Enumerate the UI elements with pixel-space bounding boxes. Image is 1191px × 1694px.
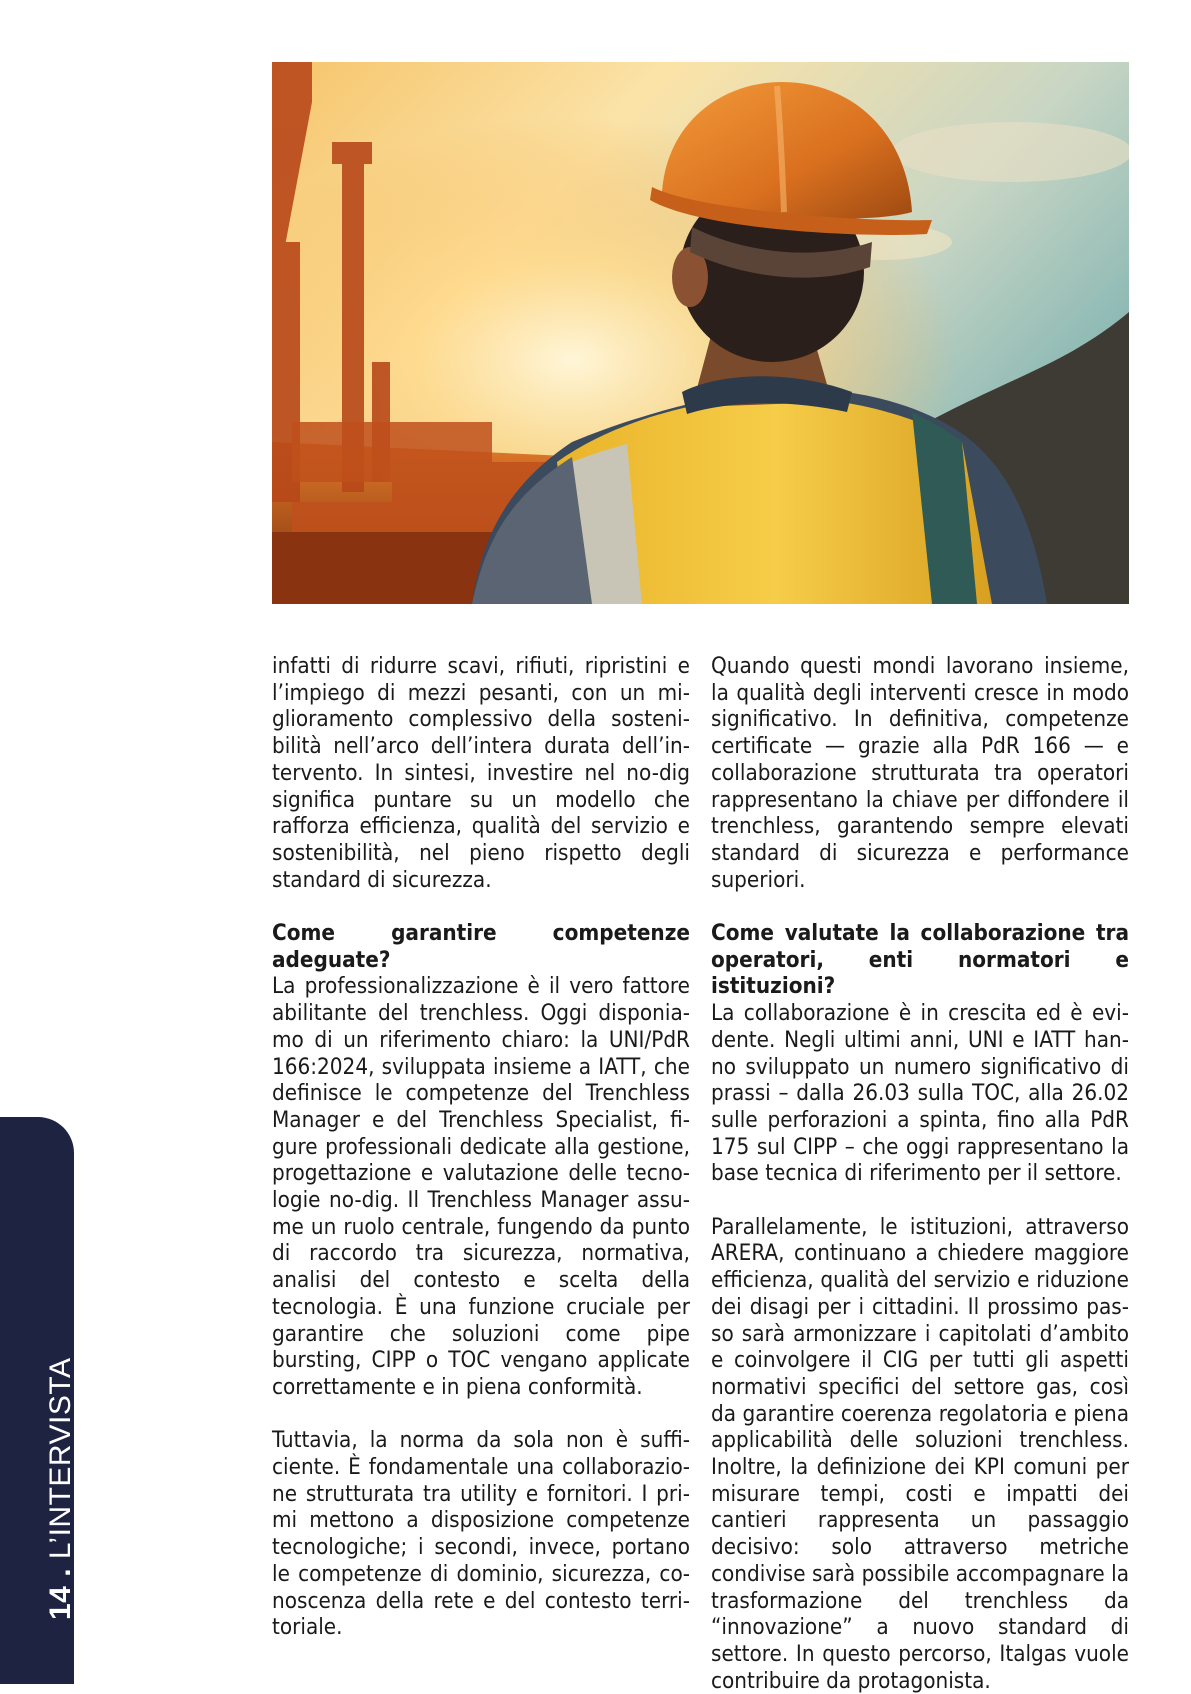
- page-separator: .: [44, 1559, 77, 1586]
- right-paragraph-2: La collaborazione è in crescita ed è evidente. Negli ultimi anni, UNI e IATT hanno sviluppato un numero significativo di prassi – dalla 26.03 sulla TOC, alla 26.02 sulle perforazioni a spinta, fino alla PdR 175 sul CIPP – che oggi rappresentano la base tecnica di riferimento per il settore.: [711, 1000, 1129, 1187]
- section-label: [44, 1357, 78, 1620]
- section-name: L’INTERVISTA: [44, 1357, 77, 1560]
- hero-photo: [272, 62, 1129, 604]
- left-paragraph-2: La professionalizzazione è il vero fattore abilitante del trenchless. Oggi disponiamo di un riferimento chiaro: la UNI/PdR 166:2024, sviluppata insieme a IATT, che definisce le competenze del Trenchless Manager e del Trenchless Specialist, figure professionali dedicate alla gestione, progettazione e valutazione delle tecnologie no-dig. Il Trenchless Manager assume un ruolo centrale, fungendo da punto di raccordo tra sicurezza, normativa, analisi del contesto e scelta della tecnologia. È una funzione cruciale per garantire che soluzioni come pipe bursting, CIPP o TOC vengano applicate correttamente e in piena conformità.: [272, 973, 690, 1400]
- left-heading-competenze: Come garantire competenze adeguate?: [272, 920, 690, 973]
- right-heading-collaborazione: Come valutate la collaborazione tra operatori, enti normatori e istituzioni?: [711, 920, 1129, 1000]
- left-paragraph-3: Tuttavia, la norma da sola non è sufficiente. È fondamentale una collaborazione strutturata tra utility e fornitori. I primi mettono a disposizione competenze tecnologiche; i secondi, invece, portano le competenze di dominio, sicurezza, conoscenza della rete e del contesto territoriale.: [272, 1427, 690, 1641]
- left-paragraph-1: infatti di ridurre scavi, rifiuti, ripristini e l’impiego di mezzi pesanti, con un miglioramento complessivo della sostenibilità nell’arco dell’intera durata dell’intervento. In sintesi, investire nel no-dig significa puntare su un modello che rafforza efficienza, qualità del servizio e sostenibilità, nel pieno rispetto degli standard di sicurezza.: [272, 653, 690, 893]
- right-paragraph-3: Parallelamente, le istituzioni, attraverso ARERA, continuano a chiedere maggiore efficienza, qualità del servizio e riduzione dei disagi per i cittadini. Il prossimo passo sarà armonizzare i capitolati d’ambito e coinvolgere il CIG per tutti gli aspetti normativi specifici del settore gas, così da garantire coerenza regolatoria e piena applicabilità delle soluzioni trenchless. Inoltre, la definizione dei KPI comuni per misurare tempi, costi e impatti dei cantieri rappresenta un passaggio decisivo: solo attraverso metriche condivise sarà possibile accompagnare la trasformazione del trenchless da “innovazione” a nuovo standard di settore. In questo percorso, Italgas vuole contribuire da protagonista.: [711, 1213, 1129, 1694]
- right-column: [711, 653, 1129, 1694]
- page-number: 14: [44, 1585, 77, 1620]
- left-column: [272, 653, 690, 1641]
- right-paragraph-1: Quando questi mondi lavorano insieme, la qualità degli interventi cresce in modo significativo. In definitiva, competenze certificate — grazie alla PdR 166 — e collaborazione strutturata tra operatori rappresentano la chiave per diffondere il trenchless, garantendo sempre elevati standard di sicurezza e performance superiori.: [711, 653, 1129, 893]
- construction-worker-illustration: [272, 62, 1129, 604]
